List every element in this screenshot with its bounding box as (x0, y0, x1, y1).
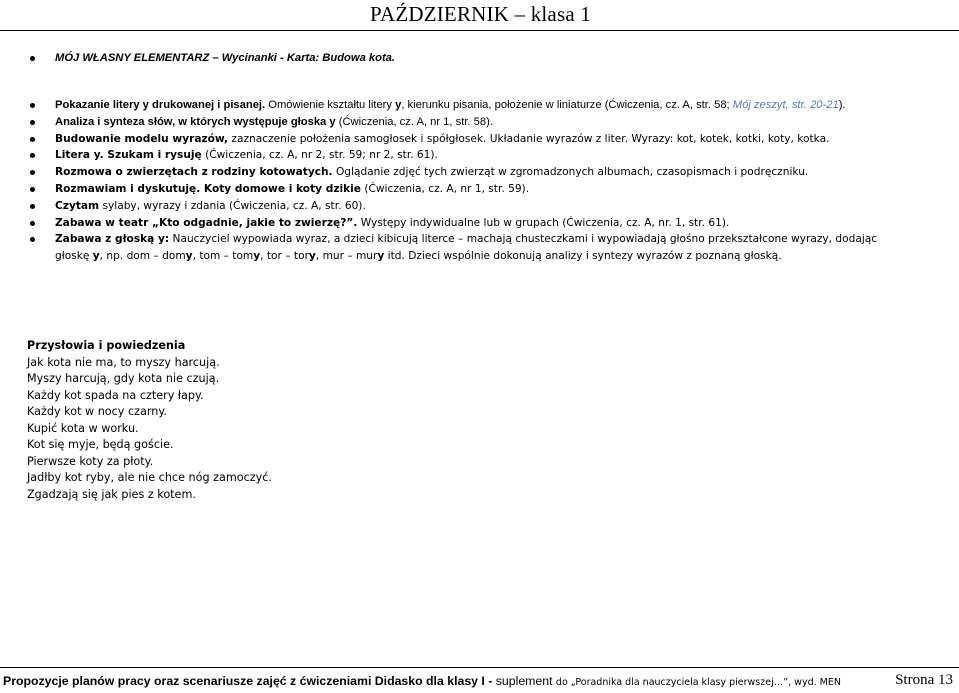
item-lead: Litera y. Szukam i rysuję (55, 149, 202, 162)
bullet-icon (30, 187, 35, 192)
item-reference: Mój zeszyt, str. 20-21 (732, 99, 839, 111)
item-text: Nauczyciel wypowiada wyraz, a dzieci kibicują literce – machają chusteczkami i wypowiadają głośno przekształcone wyrazy, dodając (169, 233, 878, 246)
proverb-line: Każdy kot spada na cztery łapy. (27, 388, 204, 402)
bullet-icon (30, 103, 35, 108)
item-text: itd. Dzieci wspólnie dokonują analizy i syntezy wyrazów z poznaną głoską. (384, 250, 782, 263)
page-title: PAŹDZIERNIK – klasa 1 (370, 2, 591, 26)
proverb-line: Jadłby kot ryby, ale nie chce nóg zamoczyć. (27, 471, 272, 484)
item-text: (Ćwiczenia, cz. A, nr 2, str. 59; nr 2, str. 61). (201, 149, 438, 162)
item-lead: Zabawa w teatr „Kto odgadnie, jakie to zwierzę?”. (55, 216, 358, 229)
item-letter: y (308, 250, 316, 263)
item-lead: Czytam (55, 199, 100, 212)
list-item (30, 50, 955, 67)
list-item (30, 164, 955, 181)
bullet-icon (30, 221, 35, 226)
item-lead: Zabawa z głoską y: (55, 233, 170, 246)
item-text: głoskę (55, 250, 93, 263)
first-list (30, 50, 955, 67)
item-lead: Pokazanie litery y drukowanej i pisanej. (55, 99, 266, 111)
proverb-line: Myszy harcują, gdy kota nie czują. (27, 372, 220, 385)
proverb-line: Zgadzają się jak pies z kotem. (27, 487, 196, 501)
item-text: , tor – tor (260, 250, 309, 263)
list-item (30, 181, 955, 198)
footer-divider (0, 667, 959, 668)
proverb-line: Jak kota nie ma, to myszy harcują. (27, 355, 220, 369)
bullet-icon (30, 204, 35, 209)
page-number: Strona 13 (895, 672, 953, 688)
list-item (30, 97, 955, 114)
item-letter: y (185, 250, 193, 263)
list-item (30, 114, 955, 131)
footer (3, 674, 956, 688)
item-lead: Rozmawiam i dyskutuję. Koty domowe i koty dzikie (55, 182, 361, 195)
elementarz-item: MÓJ WŁASNY ELEMENTARZ – Wycinanki - Karta: Budowa kota. (55, 52, 396, 64)
bullet-icon (30, 237, 35, 242)
item-text: Oglądanie zdjęć tych zwierząt w zgromadzonych albumach, czasopismach i podręczniku. (332, 166, 809, 179)
footer-title: Propozycje planów pracy oraz scenariusze zajęć z ćwiczeniami Didasko dla klasy I - (3, 674, 493, 688)
proverb-line: Każdy kot w nocy czarny. (27, 405, 167, 418)
item-lead: Analiza i synteza słów, w których występuje głoska y (55, 115, 336, 128)
bullet-icon (30, 153, 35, 158)
list-item (30, 147, 955, 164)
proverbs-title: Przysłowia i powiedzenia (27, 339, 186, 352)
item-text: (Ćwiczenia, cz. A, nr 1, str. 59). (360, 182, 530, 195)
item-lead: Rozmowa o zwierzętach z rodziny kotowatych. (55, 166, 333, 179)
item-letter: y (395, 99, 402, 111)
list-item (30, 215, 955, 232)
item-text: sylaby, wyrazy i zdania (Ćwiczenia, cz. A, str. 60). (99, 199, 366, 212)
item-text: (Ćwiczenia, cz. A, nr 1, str. 58). (335, 115, 493, 128)
item-text: zaznaczenie położenia samogłosek i spółgłosek. Układanie wyrazów z liter. Wyrazy: kot, kotek, kotki, koty, kotka. (228, 132, 830, 145)
proverb-line: Pierwsze koty za płoty. (27, 454, 154, 468)
list-item (30, 198, 955, 215)
item-text: , mur – mur (315, 250, 378, 263)
bullet-icon (30, 56, 35, 61)
bullet-icon (30, 137, 35, 142)
bullet-icon (30, 120, 35, 125)
list-item (30, 231, 955, 265)
item-text: Omówienie kształtu litery (265, 99, 396, 111)
header-divider (0, 30, 959, 31)
bullet-icon (30, 170, 35, 175)
lesson-plan-list (30, 97, 955, 265)
item-text: ). (838, 99, 846, 111)
item-text: , tom – tom (192, 250, 254, 263)
item-text: , np. dom – dom (99, 250, 186, 263)
item-text: Występy indywidualne lub w grupach (Ćwiczenia, cz. A, nr. 1, str. 61). (357, 216, 730, 229)
list-item (30, 131, 955, 148)
item-lead: Budowanie modelu wyrazów, (55, 132, 229, 145)
item-letter: y (92, 250, 100, 263)
item-text: , kierunku pisania, położenie w liniaturze (Ćwiczenia, cz. A, str. 58; (401, 99, 733, 111)
item-letter: y (377, 250, 385, 263)
item-letter: y (253, 250, 261, 263)
proverbs-section (27, 338, 272, 503)
proverb-line: Kot się myje, będą goście. (27, 438, 174, 451)
footer-source: do „Poradnika dla nauczyciela klasy pierwszej…”, wyd. MEN (555, 677, 841, 688)
proverb-line: Kupić kota w worku. (27, 421, 139, 435)
footer-suplement: suplement (492, 674, 556, 688)
